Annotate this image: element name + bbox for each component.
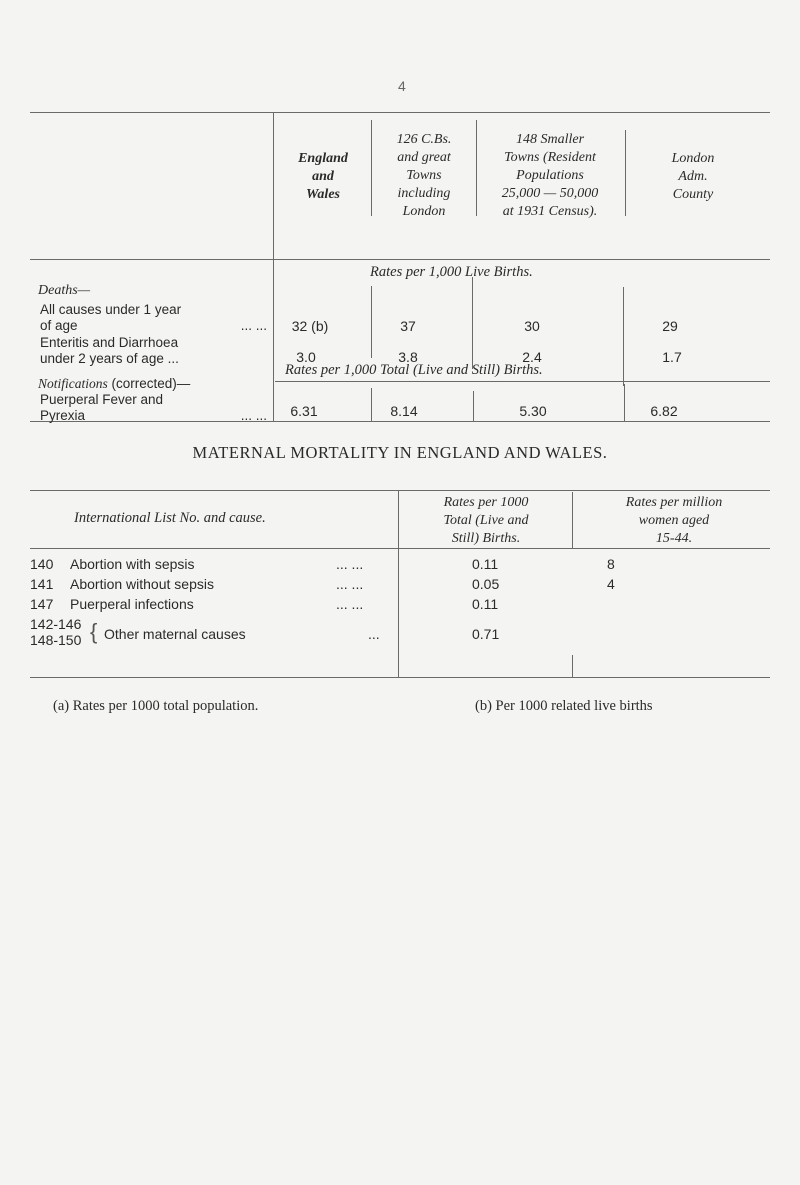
row-rate: 0.11 [472, 596, 499, 612]
col-header-line: and great [397, 150, 451, 165]
col-header-smaller-towns [476, 131, 624, 221]
col-header-england [275, 150, 371, 204]
leader-dots: ... [167, 351, 179, 366]
notifications-heading [38, 376, 190, 392]
section2-caption: Rates per 1,000 Total (Live and Still) Births. [285, 362, 543, 378]
col-rule-2b [371, 286, 372, 358]
row1-value-england: 32 (b) [291, 318, 329, 334]
col-header-line: including [397, 186, 451, 201]
header-cause: International List No. and cause. [74, 510, 266, 526]
col-rule-3b [472, 277, 473, 369]
row-codes [30, 616, 81, 648]
row-label-puerperal [40, 392, 267, 424]
header-rate-total [400, 494, 572, 548]
row-code: 141 [30, 576, 54, 592]
row-label-all-causes [40, 302, 267, 334]
row-label-line [40, 392, 267, 408]
row3-value-smaller-towns: 5.30 [519, 403, 547, 419]
header-bottom-rule [30, 259, 770, 260]
table-row [30, 575, 770, 593]
header-line: women aged [638, 513, 710, 528]
row-label-line [40, 318, 267, 334]
col-header-line: 148 Smaller [515, 132, 585, 147]
col-header-line: 126 C.Bs. [396, 132, 452, 147]
col-rule-4c [624, 384, 625, 421]
row-cause: Other maternal causes [104, 626, 246, 642]
row-rate: 0.11 [472, 556, 499, 572]
leader-dots: ... ... [336, 596, 364, 612]
row-label-enteritis [40, 335, 179, 367]
col-rule-2c [371, 388, 372, 421]
row-label-line [40, 351, 179, 367]
row-cause: Abortion without sepsis [70, 576, 214, 592]
col-rule-4b [623, 287, 624, 386]
header-line: 15-44. [655, 531, 693, 546]
row-code: 147 [30, 596, 54, 612]
maternal-title: MATERNAL MORTALITY IN ENGLAND AND WALES. [192, 443, 608, 462]
leader-dots: ... ... [240, 318, 267, 333]
footnote-a: (a) Rates per 1000 total population. [53, 698, 259, 714]
maternal-bottom-rule [30, 677, 770, 678]
col-header-line: England [298, 151, 348, 166]
leader-dots: ... ... [336, 576, 364, 592]
leader-dots: ... [368, 626, 380, 642]
deaths-heading: Deaths— [38, 283, 91, 298]
row-code: 148-150 [30, 632, 82, 648]
col-header-line: Towns [406, 168, 442, 183]
row3-value-england: 6.31 [290, 403, 318, 419]
row2-value-cbs: 3.8 [398, 349, 418, 365]
maternal-col-rule-2 [572, 492, 573, 548]
row-code: 142-146 [30, 616, 82, 632]
table-row-grouped [30, 616, 770, 656]
row2-value-london: 1.7 [662, 349, 682, 365]
header-line: Total (Live and [443, 513, 529, 528]
row-label-line: All causes under 1 year [40, 302, 182, 317]
row-million: 4 [607, 576, 615, 592]
col-header-line: County [672, 187, 714, 202]
leader-dots: ... ... [240, 408, 267, 423]
row3-value-london: 6.82 [650, 403, 678, 419]
col-header-line: London [671, 151, 715, 166]
col-header-line: at 1931 Census). [502, 204, 598, 219]
row-rate: 0.05 [472, 576, 500, 592]
section2-rule [275, 381, 770, 382]
col-header-cbs [372, 131, 476, 221]
header-rate-million [574, 494, 774, 548]
row-cause: Abortion with sepsis [70, 556, 195, 572]
maternal-col-rule-2b [572, 655, 573, 677]
row2-value-england: 3.0 [296, 349, 316, 365]
col-header-london [626, 150, 760, 204]
footnote-b: (b) Per 1000 related live births [475, 698, 653, 714]
row-rate: 0.71 [472, 626, 500, 642]
col-header-line: Towns (Resident [504, 150, 596, 165]
col-header-line: Adm. [678, 169, 708, 184]
col-header-line: London [402, 204, 446, 219]
header-line: Rates per million [625, 495, 723, 510]
row-code: 140 [30, 556, 54, 572]
row-label-text: Pyrexia [40, 408, 86, 423]
row1-value-cbs: 37 [400, 318, 416, 334]
row-cause: Puerperal infections [70, 596, 194, 612]
table-row [30, 595, 770, 613]
maternal-header-rule [30, 548, 770, 549]
row-label-text: Puerperal Fever and [40, 392, 164, 407]
row3-value-cbs: 8.14 [390, 403, 418, 419]
leader-dots: ... ... [336, 556, 364, 572]
col-rule-3c [473, 391, 474, 421]
section1-caption: Rates per 1,000 Live Births. [370, 264, 533, 280]
row-label-line: Enteritis and Diarrhoea [40, 335, 179, 350]
header-line: Rates per 1000 [443, 495, 529, 510]
row-label-line [40, 408, 267, 424]
col-header-line: and [312, 169, 334, 184]
table-row [30, 555, 770, 573]
col-header-line: Wales [306, 187, 340, 202]
col-rule-1 [273, 112, 274, 421]
header-line: Still) Births. [451, 531, 521, 546]
row-label-text: of age [40, 318, 78, 333]
col-header-line: 25,000 — 50,000 [501, 186, 599, 201]
brace-icon: { [90, 619, 98, 644]
row1-value-smaller-towns: 30 [524, 318, 540, 334]
row2-value-smaller-towns: 2.4 [522, 349, 542, 365]
row-label-text: under 2 years of age [40, 351, 164, 366]
col-header-line: Populations [516, 168, 584, 183]
notifications-title: Notifications [38, 376, 108, 391]
maternal-top-rule [30, 490, 770, 491]
table-top-rule [30, 112, 770, 113]
row-million: 8 [607, 556, 615, 572]
row1-value-london: 29 [662, 318, 678, 334]
page-number: 4 [398, 78, 406, 94]
notifications-suffix: (corrected)— [111, 376, 191, 391]
